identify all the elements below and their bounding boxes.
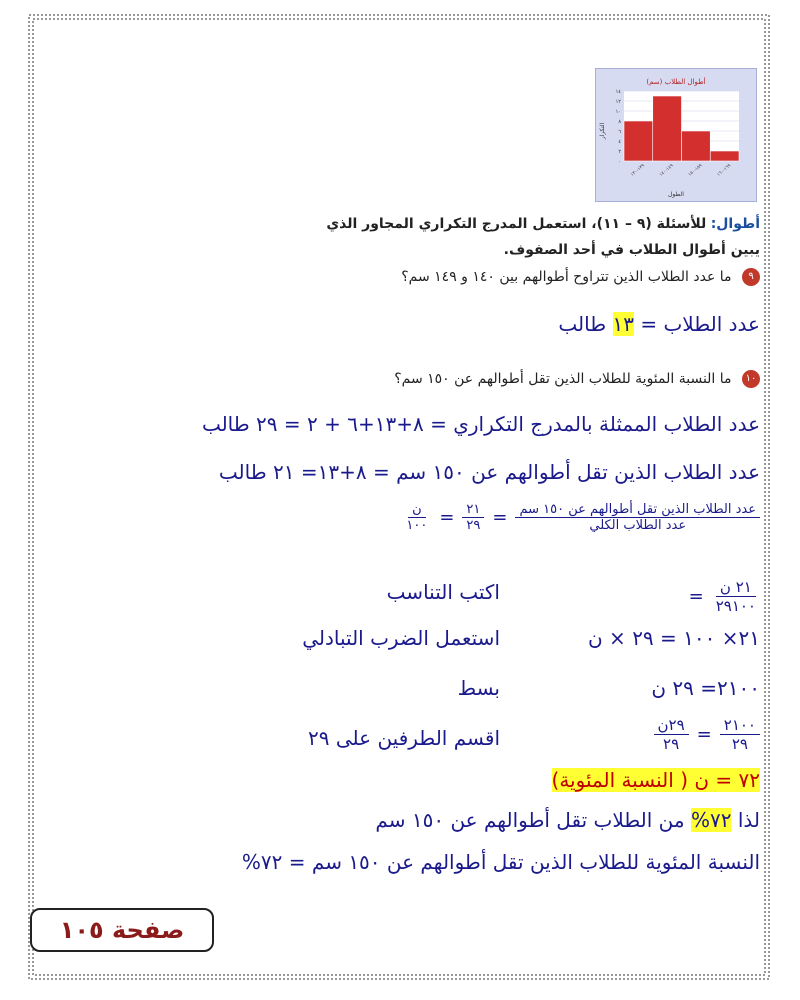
q9-answer (558, 312, 760, 336)
step1-fraction (712, 578, 760, 615)
step1-fraction-num: ٢١ ن (716, 578, 756, 597)
intro-line-1 (326, 216, 760, 232)
q10-total-line: عدد الطلاب الممثلة بالمدرج التكراري = ٨+١٣+٦ + ٢ = ٢٩ طالب (201, 412, 760, 436)
step3-label: بسط (457, 676, 500, 700)
fraction-21-29-num: ٢١ (462, 502, 484, 518)
y-tick-label: ١٤ (615, 89, 621, 95)
y-tick-label: ٢ (618, 149, 621, 155)
conclusion-suffix: من الطلاب تقل أطوالهم عن ١٥٠ سم (375, 808, 685, 832)
step4-lhs-den: ٢٩ (731, 735, 748, 753)
q10-text: ما النسبة المئوية للطلاب الذين تقل أطوالهم عن ١٥٠ سم؟ (394, 371, 732, 387)
histogram-bar (710, 151, 739, 161)
ratio-equation (402, 502, 760, 533)
step4-rhs (654, 716, 689, 753)
equals-sign: = (439, 507, 455, 528)
histogram-bar (682, 131, 711, 161)
equals-sign: = (688, 586, 704, 607)
step1-expression (689, 578, 760, 615)
step4-label: اقسم الطرفين على ٢٩ (308, 726, 500, 750)
fraction-n-100-num: ن (408, 502, 426, 518)
step4-rhs-num: ٢٩ن (654, 716, 689, 735)
y-tick-label: ٦ (618, 129, 621, 135)
step2-expression: ٢١× ١٠٠ = ٢٩ × ن (588, 626, 760, 650)
q9-number: ٩ (742, 268, 760, 286)
y-tick-label: ٤ (618, 139, 621, 145)
step2-label: استعمل الضرب التبادلي (302, 626, 500, 650)
step4-expression (654, 716, 760, 753)
q9-answer-prefix: عدد الطلاب = (640, 312, 760, 336)
x-tick-label: ١٣٩-١٣٠ (630, 163, 646, 178)
fraction-n-100 (402, 502, 431, 533)
fraction-n-100-den: ١٠٠ (406, 518, 428, 533)
q9-answer-value: ١٣ (612, 312, 634, 336)
histogram-bar (624, 121, 653, 161)
q9-text: ما عدد الطلاب الذين تتراوح أطوالهم بين ١٤٠ و ١٤٩ سم؟ (401, 269, 732, 285)
step1-label: اكتب التناسب (386, 580, 500, 604)
histogram-svg (596, 69, 756, 201)
ratio-fraction (515, 502, 760, 533)
step4-lhs (720, 716, 760, 753)
q9-answer-suffix: طالب (558, 312, 607, 336)
x-tick-label: ١٥٩-١٥٠ (687, 163, 704, 178)
page-number-label: صفحة ١٠٥ (30, 908, 214, 952)
conclusion-percent: ٧٢% (690, 808, 732, 832)
y-tick-label: ٠ (618, 159, 621, 165)
step4-rhs-den: ٢٩ (663, 735, 680, 753)
chart-xlabel: الطول (668, 191, 684, 198)
q9-line (401, 268, 760, 286)
conclusion-prefix: لذا (737, 808, 760, 832)
ratio-denominator: عدد الطلاب الكلي (589, 518, 687, 533)
histogram-bar (653, 96, 682, 161)
conclusion-line (375, 808, 760, 832)
equals-sign: = (696, 724, 712, 745)
fraction-21-29 (462, 502, 484, 533)
y-tick-label: ٨ (618, 119, 621, 125)
equals-sign: = (492, 507, 508, 528)
x-tick-label: ١٦٩-١٦٠ (716, 163, 733, 178)
final-answer: النسبة المئوية للطلاب الذين تقل أطوالهم عن ١٥٠ سم = ٧٢% (241, 850, 760, 874)
y-tick-label: ١٠ (615, 109, 621, 115)
y-tick-label: ١٢ (615, 99, 621, 105)
ratio-numerator: عدد الطلاب الذين تقل أطوالهم عن ١٥٠ سم (515, 502, 760, 518)
intro-line-2: يبين أطوال الطلاب في أحد الصفوف. (503, 242, 760, 258)
x-tick-label: ١٤٩-١٤٠ (659, 163, 675, 178)
fraction-21-29-den: ٢٩ (466, 518, 481, 533)
intro-lead: أطوال: (710, 216, 760, 232)
intro-text: للأسئلة (٩ – ١١)، استعمل المدرج التكراري المجاور الذي (326, 216, 707, 232)
q10-line (394, 370, 760, 388)
step4-lhs-num: ٢١٠٠ (720, 716, 760, 735)
q10-under150-line: عدد الطلاب الذين تقل أطوالهم عن ١٥٠ سم = ٨+١٣= ٢١ طالب (218, 460, 760, 484)
histogram-chart (595, 68, 757, 202)
step3-expression: ٢١٠٠= ٢٩ ن (651, 676, 760, 700)
chart-title: أطوال الطلاب (سم) (646, 78, 706, 86)
step1-fraction-den: ٢٩١٠٠ (715, 597, 756, 615)
chart-ylabel: التكرار (599, 122, 606, 140)
result-highlight: ٧٢ = ن ( النسبة المئوية) (551, 768, 760, 792)
result-line (552, 768, 760, 792)
q10-number: ١٠ (742, 370, 760, 388)
